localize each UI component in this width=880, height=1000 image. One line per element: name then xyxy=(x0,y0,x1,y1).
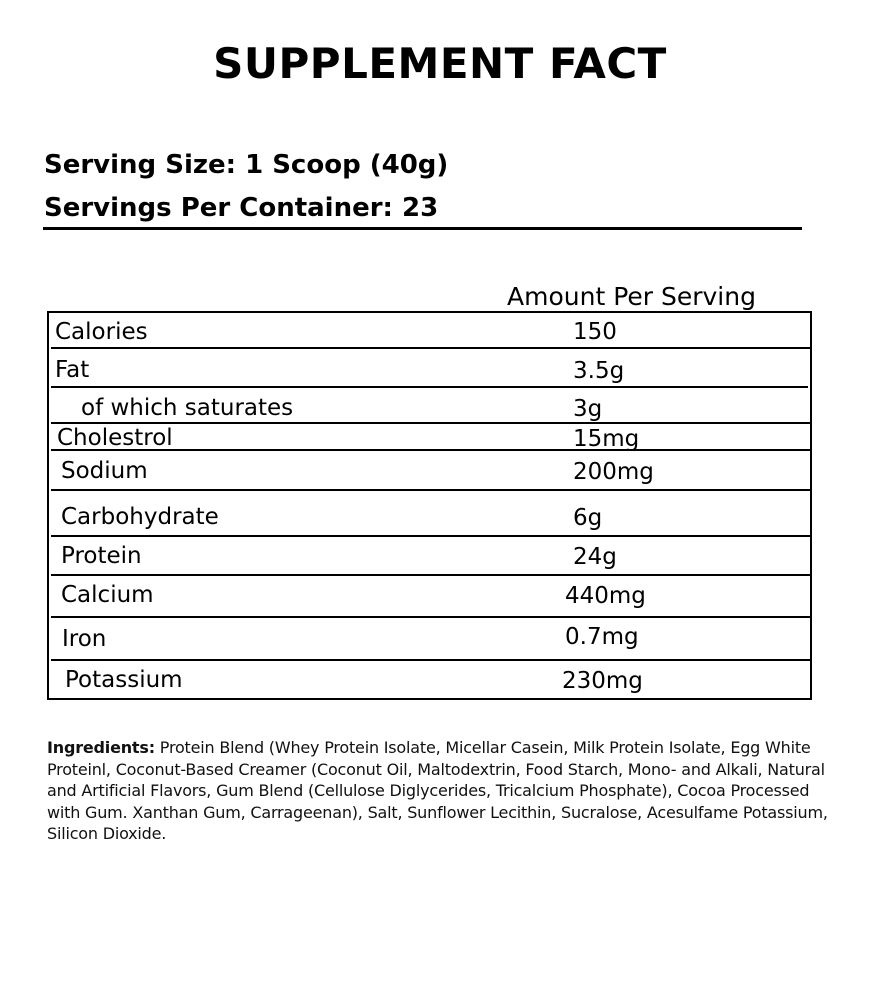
ingredients-text: Protein Blend (Whey Protein Isolate, Micellar Casein, Milk Protein Isolate, Egg White Proteinl, Coconut-Based Creamer (Coconut Oil, Maltodextrin, Food Starch, Mono- and Alkali, Natural and Artificial Flavors, Gum Blend (Cellulose Diglycerides, Tricalcium Phosphate), Cocoa Processed with Gum. Xanthan Gum, Carrageenan), Salt, Sunflower Lecithin, Sucralose, Acesulfame Potassium, Silicon Dioxide. xyxy=(47,738,828,844)
nutrient-value: 15mg xyxy=(573,426,640,452)
nutrient-value: 6g xyxy=(573,505,603,531)
nutrient-name: Sodium xyxy=(61,458,148,484)
nutrition-facts-table xyxy=(47,311,812,700)
nutrient-value: 3.5g xyxy=(573,358,625,384)
nutrient-name: of which saturates xyxy=(81,395,294,421)
nutrient-value: 200mg xyxy=(573,459,654,485)
row-divider xyxy=(51,616,810,618)
amount-per-serving-header: Amount Per Serving xyxy=(507,282,756,311)
nutrient-name: Iron xyxy=(62,626,107,652)
ingredients-paragraph xyxy=(47,737,847,845)
serving-size: Serving Size: 1 Scoop (40g) xyxy=(44,150,449,180)
ingredients-label: Ingredients: xyxy=(47,738,155,757)
nutrient-name: Calories xyxy=(55,319,148,345)
nutrient-name: Fat xyxy=(55,357,90,383)
nutrient-value: 0.7mg xyxy=(565,624,639,650)
nutrient-name: Carbohydrate xyxy=(61,504,219,530)
nutrient-name: Potassium xyxy=(65,667,183,693)
nutrient-value: 150 xyxy=(573,319,617,345)
row-divider xyxy=(51,347,810,349)
nutrient-value: 230mg xyxy=(562,668,643,694)
page-title: SUPPLEMENT FACT xyxy=(213,39,667,88)
nutrient-name: Calcium xyxy=(61,582,154,608)
servings-per-container: Servings Per Container: 23 xyxy=(44,193,439,223)
nutrient-name: Cholestrol xyxy=(57,425,173,451)
serving-divider xyxy=(43,227,802,230)
nutrient-value: 24g xyxy=(573,544,617,570)
row-divider xyxy=(51,386,808,388)
row-divider xyxy=(51,489,810,491)
nutrient-value: 3g xyxy=(573,396,603,422)
nutrient-value: 440mg xyxy=(565,583,646,609)
row-divider xyxy=(51,574,810,576)
row-divider xyxy=(51,659,810,661)
nutrient-name: Protein xyxy=(61,543,142,569)
row-divider xyxy=(51,535,810,537)
